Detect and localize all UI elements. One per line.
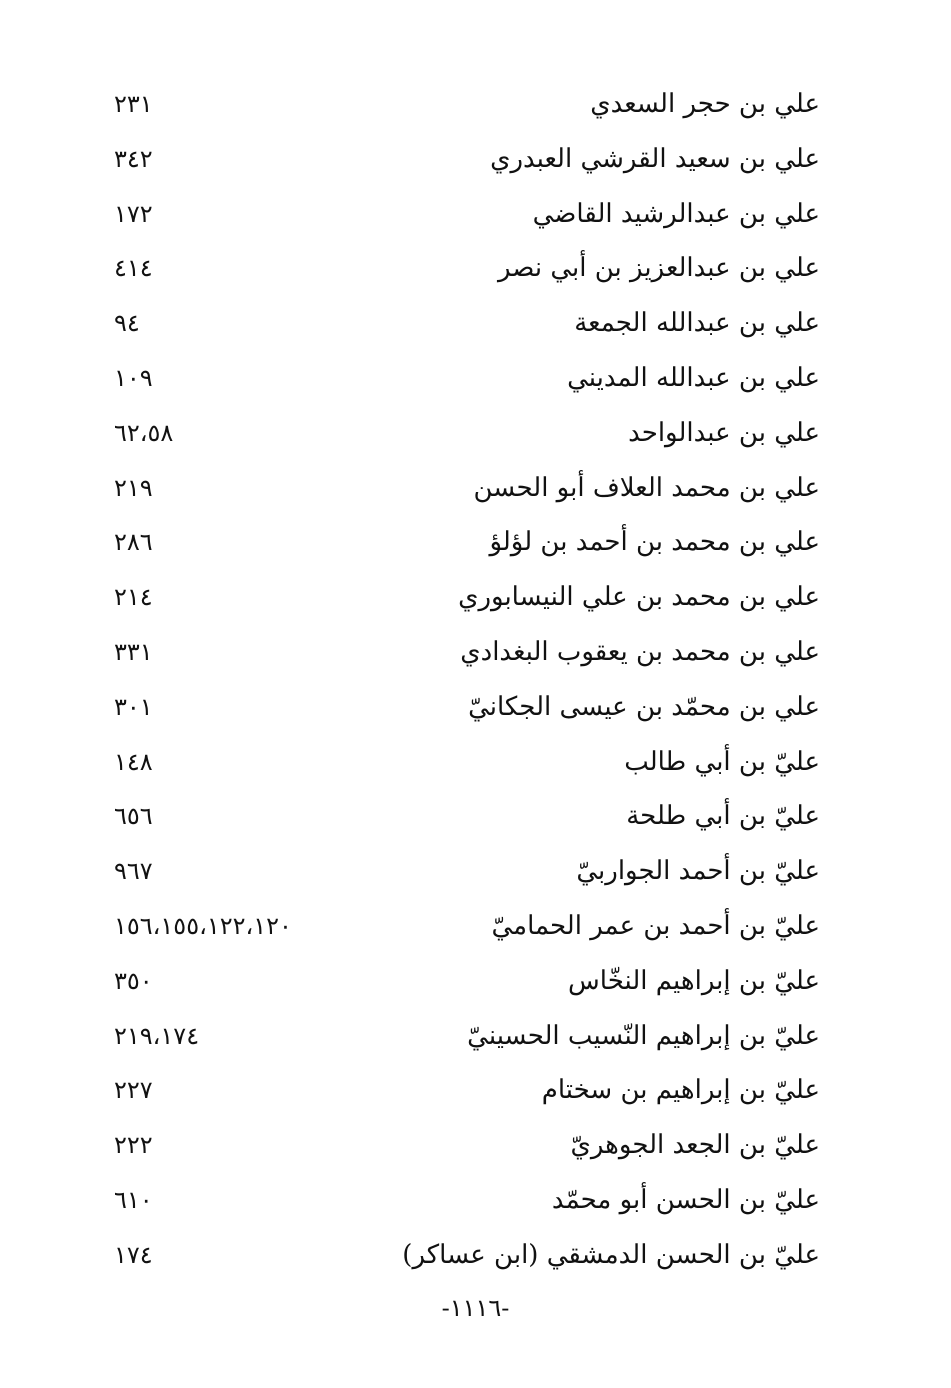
entry-page-numbers: ٢٣١ <box>114 90 153 118</box>
index-entry <box>100 851 820 905</box>
index-entry <box>100 303 820 357</box>
index-entry <box>100 687 820 741</box>
entry-name: علي بن عبدالله الجمعة <box>574 308 820 339</box>
entry-page-numbers: ٢٢٢ <box>114 1131 153 1160</box>
entry-page-numbers: ١٧٤ <box>114 1240 153 1269</box>
index-entry <box>100 248 820 302</box>
entry-name: علي بن محمد بن علي النيسابوري <box>458 582 820 613</box>
index-entry <box>100 796 820 850</box>
entry-page-numbers: ٤١٤ <box>114 254 153 283</box>
index-entry <box>100 358 820 412</box>
entry-page-numbers: ٩٤ <box>114 309 140 338</box>
entry-page-numbers: ٦١٠ <box>114 1186 153 1214</box>
index-entry <box>100 577 820 631</box>
entry-page-numbers: ٦٢،٥٨ <box>114 418 174 447</box>
entry-name: عليّ بن أحمد بن عمر الحماميّ <box>491 911 820 941</box>
entry-name: عليّ بن إبراهيم بن سختام <box>541 1075 820 1106</box>
entry-name: عليّ بن أبي طلحة <box>626 801 820 832</box>
entry-name: عليّ بن إبراهيم النّسيب الحسينيّ <box>467 1020 820 1051</box>
entry-page-numbers: ٩٦٧ <box>114 857 153 886</box>
index-entry <box>100 194 820 248</box>
index-entry <box>100 1016 820 1070</box>
entry-name: عليّ بن الحسن أبو محمّد <box>551 1185 820 1215</box>
entry-name: علي بن عبدالله المديني <box>567 363 820 393</box>
index-entry <box>100 906 820 960</box>
entry-name: علي بن محمد العلاف أبو الحسن <box>473 472 820 503</box>
entry-name: علي بن عبدالواحد <box>628 417 820 448</box>
index-entry <box>100 413 820 467</box>
entry-page-numbers: ٢٨٦ <box>114 528 153 557</box>
index-entry <box>100 139 820 193</box>
entry-page-numbers: ١٧٢ <box>114 199 153 228</box>
entry-page-numbers: ٣٤٢ <box>114 144 153 173</box>
entry-name: علي بن عبدالعزيز بن أبي نصر <box>497 253 820 284</box>
entry-page-numbers: ١٥٦،١٥٥،١٢٢،١٢٠ <box>114 912 292 940</box>
entry-page-numbers: ٢٢٧ <box>114 1076 153 1105</box>
entry-page-numbers: ٣٠١ <box>114 692 153 721</box>
index-entry <box>100 1180 820 1234</box>
index-entry <box>100 742 820 796</box>
entry-name: عليّ بن الحسن الدمشقي (ابن عساكر) <box>402 1239 820 1270</box>
entry-page-numbers: ١٤٨ <box>114 747 153 776</box>
entry-name: علي بن محمد بن يعقوب البغدادي <box>460 637 820 667</box>
entry-page-numbers: ٦٥٦ <box>114 802 153 831</box>
entry-name: عليّ بن أبي طالب <box>624 746 820 777</box>
page-number: -١١١٦- <box>441 1294 510 1322</box>
index-entry <box>100 632 820 686</box>
index-entry <box>100 522 820 576</box>
entry-page-numbers: ٢١٩،١٧٤ <box>114 1021 200 1050</box>
index-entry <box>100 1070 820 1124</box>
entry-page-numbers: ٣٣١ <box>114 638 153 666</box>
entry-page-numbers: ٣٥٠ <box>114 966 153 995</box>
entry-name: علي بن حجر السعدي <box>590 89 820 119</box>
entry-page-numbers: ٢١٩ <box>114 473 153 502</box>
entry-name: علي بن عبدالرشيد القاضي <box>532 198 820 229</box>
entry-name: علي بن محمّد بن عيسى الجكانيّ <box>468 691 820 722</box>
index-entry <box>100 1235 820 1289</box>
index-entry <box>100 84 820 138</box>
entry-name: عليّ بن أحمد الجواربيّ <box>576 856 820 887</box>
entry-page-numbers: ١٠٩ <box>114 364 153 392</box>
index-entry <box>100 468 820 522</box>
entry-name: عليّ بن إبراهيم النخّاس <box>568 965 820 996</box>
entry-name: علي بن سعيد القرشي العبدري <box>490 143 820 174</box>
index-entry <box>100 1125 820 1179</box>
entry-page-numbers: ٢١٤ <box>114 583 153 612</box>
entry-name: علي بن محمد بن أحمد بن لؤلؤ <box>489 527 820 558</box>
entry-name: عليّ بن الجعد الجوهريّ <box>570 1130 820 1161</box>
index-entry <box>100 961 820 1015</box>
